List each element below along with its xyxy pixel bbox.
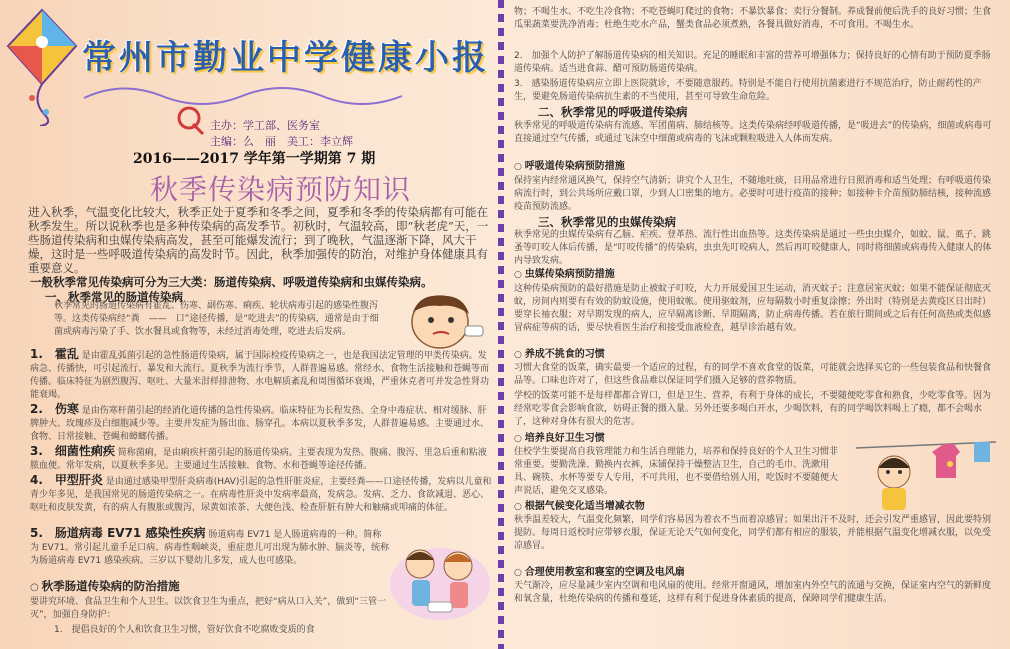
item-list <box>30 348 492 516</box>
habit-heading-text: 养成不挑食的习惯 <box>524 349 605 360</box>
item-2-text: 是由伤寒杆菌引起的经消化道传播的急性传染病。临床特征为长程发热、全身中毒症状、相对缓脉、肝脾肿大、玫瑰疹及白细胞减少等。主要并发症为肠出血、肠穿孔。本病以夏秋季多发，人群普遍易感。主要通过水、食物、日常接触、苍蝇和蟑螂传播。 <box>30 406 490 442</box>
item-5 <box>30 527 390 568</box>
left-column <box>0 0 496 649</box>
section1-heading-text: 一、秋季常见的肠道传染病 <box>45 290 183 304</box>
girl-laundry-illustration <box>852 428 1000 512</box>
section3-heading: 三、秋季常见的虫媒传染病 <box>538 215 676 229</box>
insect-paragraph: 这种传染病预防的最好措施是防止被蚊子叮咬，大力开展爱国卫生运动，消灭蚊子；注意居室灭蚊；如果不能保证彻底灭蚊，房间内则要有有效的防蚊设施，使用蚊帐。使用驱蚊剂，应每隔数小时重复涂擦；外出时（特别是去黄疫区日出时）要穿长袖衣服；对早期发现的病人，应早隔离诊断、早期隔离，防止病毒传播。若在旅行期间或之后有任何高热或类似感冒病症等病的话，要尽快看医生治疗和接受血液检查，越早诊治越有效。 <box>514 284 992 333</box>
item-4-label: 4. 甲型肝炎 <box>30 473 103 487</box>
air-bullet-icon: ○ <box>514 568 522 578</box>
intro-paragraph: 进入秋季，气温变化比较大，秋季正处于夏季和冬季之间，夏季和冬季的传染病都有可能在秋季发生。所以说秋季也是多种传染病的高发季节。初秋时，气温较高，即“秋老虎”天，一些肠道传染病和虫媒传染病高发，甚至可能爆发流行；到了晚秋，气温逐渐下降，风大干燥，这时是一些呼吸道传染病的高发时节。因此，秋季加强传的防治，对维护身体健康具有重要意义。 <box>28 205 489 275</box>
column-divider <box>498 0 504 649</box>
resp-paragraph: 保持室内经常通风换气，保持空气清新；讲究个人卫生，不随地吐痰，日用品常进行日照消毒和适当处理；有呼吸道传染病流行时，到公共场所应戴口罩，少到人口密集的地方。必要时可进行疫苗的接种；如接种卡介苗预防肺结核，接种流感疫苗预防流感。 <box>514 176 992 212</box>
prevent-heading <box>30 580 180 595</box>
clothes-paragraph: 秋季温差较大，气温变化频繁，同学们容易因为着衣不当而着凉感冒；如果出汗不及时，还会引发严重感冒，因此要特别提防。每周日返校时应带够衣服，保证无论天气如何变化，同学们都有相应的服装，并能根据气温变化增减衣服，以免受凉感冒。 <box>514 515 992 551</box>
continued-paragraph: 物；不喝生水、不吃生冷食物；不吃苍蝇叮爬过的食物；不暴饮暴食；卖行分餐制。养成餐前便后洗手的良好习惯；生食瓜果蔬菜要洗净消毒；杜绝生吃水产品，蟹类食品必须煮熟，各餐具做好消毒，不可食用。不喝生水。 <box>514 7 992 30</box>
hygiene-heading <box>514 432 605 446</box>
resp-heading <box>514 160 625 174</box>
newspaper-title: 常州市勤业中学健康小报 <box>82 38 489 78</box>
handwashing-kids-illustration <box>388 524 492 624</box>
swirl-q-icon <box>175 104 205 136</box>
prevent-bullet-icon: ○ <box>30 582 39 593</box>
insect-heading <box>514 268 615 282</box>
hygiene-heading-text: 培养良好卫生习惯 <box>524 433 605 444</box>
wave-line-decoration <box>82 78 442 108</box>
item-2-label: 2. 伤寒 <box>30 402 79 416</box>
item-3-text: 简称菌痢，是由痢疾杆菌引起的肠道传染病。主要表现为发热、腹痛、腹泻、里急后重和粘液脓血便。常年发病，以夏秋季多见。主要通过生活接触、食物、水和苍蝇等途径传播。 <box>30 448 487 471</box>
item-5-label: 5. 肠道病毒 EV71 感染性疾病 <box>30 526 206 540</box>
habit-paragraph-1: 习惯大食堂的饭菜，确实最要一个适应的过程，有的同学不喜欢食堂的饭菜，可能就会选择买它的一些包装食品和快餐食品等。口味也许对了，但这些食品难以保证同学们摄入足够的营养物质。 <box>514 363 992 386</box>
air-heading <box>514 566 685 580</box>
air-heading-text: 合理使用教室和寝室的空调及电风扇 <box>524 567 685 578</box>
section1-paragraph: 秋季常见的肠道传染病有霍乱、伤寒、副伤寒、痢疾、轮状病毒引起的感染性腹泻等。这类传染病经“粪 —— 口”途径传播，是“吃进去”的传染病，通常是由于细菌或病毒污染了手、饮水餐具或食物等，未经过消毒处理，吃进去后发病。 <box>54 301 379 337</box>
item-3-label: 3. 细菌性痢疾 <box>30 444 115 458</box>
item-1-label: 1. 霍乱 <box>30 347 79 361</box>
kite-illustration <box>2 6 82 126</box>
air-paragraph: 天气渐冷，应尽量减少室内空调和电风扇的使用。经常开窗通风，增加室内外空气的流通与交换，保证室内空气的新鲜度和氧含量，杜绝传染病的传播和蔓延，这样有利于促进身体素质的提高，保障同学们健康生活。 <box>514 581 992 604</box>
insect-heading-text: 虫媒传染病预防措施 <box>524 269 615 280</box>
clothes-bullet-icon: ○ <box>514 502 522 512</box>
section2-paragraph: 秋季常见的呼吸道传染病有流感、军团菌病、肺结核等。这类传染病经呼吸道传播，是“吸进去”的传染病，细菌或病毒可直接通过空气传播，或通过飞沫空中细菌或病毒的飞沫或颗粒吸进入人体而发病。 <box>514 121 992 144</box>
item-5-text: 肠道病毒 EV71 是人肠道病毒的一种。简称为 EV71。常引起儿童手足口病、病毒性咽峡炎，重症患儿可出现为肺水肿、脑炎等，统称为肠道病毒 EV71 感染疾病。三岁以下婴幼儿多发，成人也可感染。 <box>30 530 390 566</box>
section3-paragraph: 秋季常见的虫媒传染病有乙脑、疟疾、登革热、流行性出血热等。这类传染病是通过一些虫虫媒介，如蚊、鼠、虱子、跳蚤等叮咬人体后传播，是“叮咬传播”的传染病，虫虫先叮咬病人，然后再叮咬健康人，同时将细菌或病毒传入健康人的体内导致发病。 <box>514 230 992 266</box>
prevent-item-1: 1. 提倡良好的个人和饮食卫生习惯，管好饮食不吃腐败变质的食 <box>54 625 315 635</box>
habit-paragraph-2: 学校的饭菜可能不是每样都都合胃口，但是卫生、营养，有利于身体的成长，不要随便吃零食和熟食，少吃零食等。因为经常吃零食会影响食欲，妨碍正餐的摄入量。另外还要多喝白开水，少喝饮料，有的同学喝饮料喝上了瘾，都不会喝水了，这种对身体有很大的危害。 <box>514 391 992 427</box>
sick-boy-illustration <box>395 290 490 354</box>
editor-line: 主编：么 丽 美工：李立辉 <box>210 135 353 148</box>
hygiene-paragraph: 住校学生要提高自我管理能力和生活自理能力，培养和保持良好的个人卫生习惯非常重要。要勤洗澡、勤换内衣裤，床铺保持干燥整洁卫生，自己的毛巾、洗漱用具、碗筷、水杯等要专人专用，不可共用，也不要借给别人用，吃饭时不要随便大声说话，避免交叉感染。 <box>514 447 839 496</box>
hygiene-bullet-icon: ○ <box>514 434 522 444</box>
host-line: 主办：学工部、医务室 <box>210 119 320 132</box>
clothes-heading-text: 根据气候变化适当增减衣物 <box>524 501 645 512</box>
issue-period: 2016——2017 学年第一学期第 7 期 <box>133 151 376 167</box>
item-1-text: 是由霍乱弧菌引起的急性肠道传染病，属于国际检疫传染病之一，也是我国法定管理的甲类传染病。发病急、传播快，可引起流行、暴发和大流行。夏秋季为流行季节，人群普遍易感。常经水、食物生活接触和苍蝇等而传播。临床特征为剧烈腹泻、呕吐、大量米泔样排泄物、水电解质紊乱和周围循环衰竭，严重休克者可并发急性肾功能衰竭。 <box>30 351 490 400</box>
habit-bullet-icon: ○ <box>514 350 522 360</box>
resp-bullet-icon: ○ <box>514 162 522 172</box>
insect-bullet-icon: ○ <box>514 270 522 280</box>
section2-heading: 二、秋季常见的呼吸道传染病 <box>538 105 688 119</box>
clothes-heading <box>514 500 645 514</box>
overview-heading-text: 一般秋季常见传染病可分为三大类：肠道传染病、呼吸道传染病和虫媒传染病。 <box>30 275 433 289</box>
habit-heading <box>514 348 605 362</box>
item-4-text: 是由通过感染甲型肝炎病毒(HAV)引起的急性肝脏炎症，主要经粪——口途径传播，发病以儿童和青少年多见，是我国常见的肠道传染病之一。在病毒性肝炎中发病率最高，发病急。发病、乏力、食欲减退、恶心、呕吐和皮肤发黄，有的病人有腹胀或腹泻，尿黄如浓茶、大便色浅、检查肝脏有肿大和触痛或叩痛的体征。 <box>30 477 492 513</box>
resp-heading-text: 呼吸道传染病预防措施 <box>524 161 625 172</box>
right-column <box>508 0 1004 649</box>
continued-item-3: 3. 感染肠道传染病应立即上医院就诊，不要随意服药。特别是不能自行使用抗菌素进行不规范治疗，防止耐药性的产生，要避免肠道传染病抗生素的不当使用，甚至可导致生命危险。 <box>514 79 982 102</box>
prevent-paragraph: 要讲究环境、食品卫生和个人卫生。以饮食卫生为重点，把好“病从口入关”，做到“三管一灭”，加强自身防护： <box>30 597 386 620</box>
prevent-heading-text: 秋季肠道传染病的防治措施 <box>41 579 180 593</box>
continued-item-2: 2. 加强个人防护了解肠道传染病的相关知识。充足的睡眠和丰富的营养可增强体力；保持良好的心情有助于预防夏季肠道传染病。适当进食蒜、醋可预防肠道传染病。 <box>514 51 991 74</box>
feature-subtitle: 秋季传染病预防知识 <box>150 173 412 206</box>
